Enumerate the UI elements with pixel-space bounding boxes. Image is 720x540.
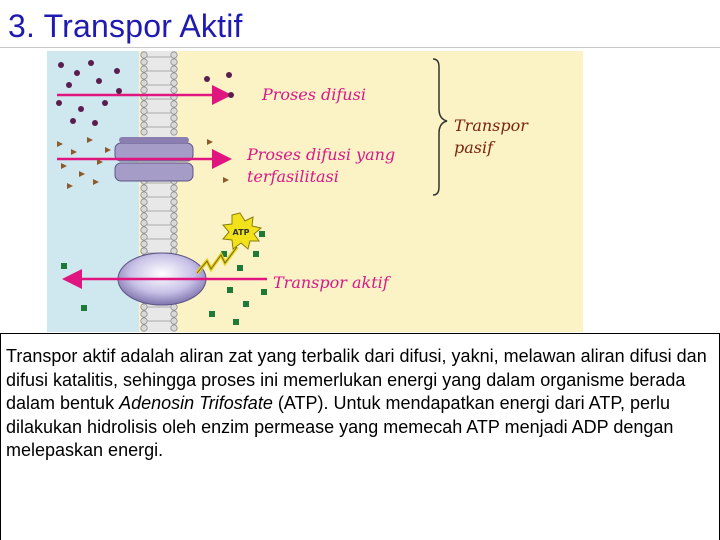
label-transpor-pasif-line1: Transpor [454, 116, 528, 135]
label-difusi-terfasilitasi-line1: Proses difusi yang [247, 145, 396, 164]
label-difusi-terfasilitasi-line2: terfasilitasi [247, 167, 339, 186]
body-paragraph [6, 345, 716, 463]
body-text-after: (ATP). Untuk mendapatkan energi dari ATP, perlu dilakukan hidrolisis oleh enzim permease yang memecah ATP menjadi ADP dengan melepaskan energi. [6, 393, 674, 460]
body-text-before: Transpor aktif adalah aliran zat yang terbalik dari difusi, yakni, melawan aliran difusi dan difusi katalitis, sehingga proses ini memerlukan energi yang dalam organisme berada dalam bentuk [6, 346, 707, 413]
label-proses-difusi: Proses difusi [262, 85, 366, 104]
atp-badge-label: ATP [232, 228, 250, 237]
label-transpor-pasif-line2: pasif [454, 138, 494, 157]
transport-diagram [47, 51, 583, 332]
body-text-italic: Adenosin Trifosfate [119, 393, 273, 413]
slide-title: 3. Transpor Aktif [8, 8, 243, 44]
label-transpor-aktif: Transpor aktif [273, 273, 389, 292]
passive-brace [433, 59, 447, 195]
title-divider [0, 47, 720, 48]
